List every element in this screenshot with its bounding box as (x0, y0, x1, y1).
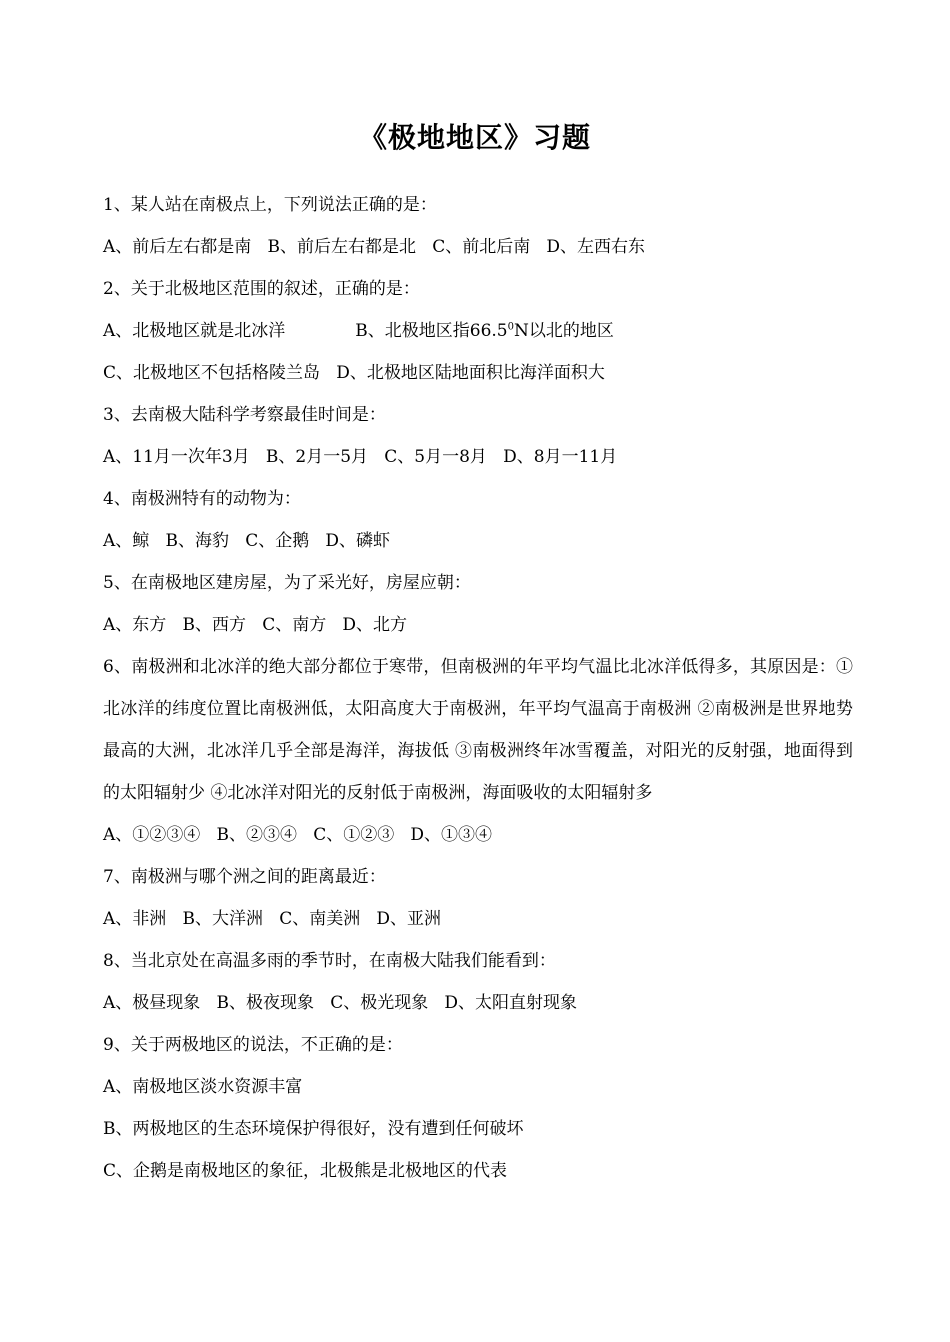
question-6-options: A、①②③④ B、②③④ C、①②③ D、①③④ (103, 825, 493, 845)
question-3-options: A、11月一次年3月 B、2月一5月 C、5月一8月 D、8月一11月 (103, 447, 618, 467)
question-1-stem: 1、某人站在南极点上，下列说法正确的是： (103, 195, 437, 215)
question-8-options: A、极昼现象 B、极夜现象 C、极光现象 D、太阳直射现象 (103, 993, 578, 1013)
question-9-option-c: C、企鹅是南极地区的象征，北极熊是北极地区的代表 (103, 1161, 508, 1181)
question-4-stem: 4、南极洲特有的动物为： (103, 489, 301, 509)
question-6-stem: 6、南极洲和北冰洋的绝大部分都位于寒带，但南极洲的年平均气温比北冰洋低得多，其原因是：①北冰洋的纬度位置比南极洲低，太阳高度大于南极洲，年平均气温高于南极洲 ②南极洲是世界地势最高的大洲，北冰洋几乎全部是海洋，海拔低 ③南极洲终年冰雪覆盖，对阳光的反射强，地面得到的太阳辐射少 ④北冰洋对阳光的反射低于南极洲，海面吸收的太阳辐射多 (103, 657, 853, 803)
question-8-stem: 8、当北京处在高温多雨的季节时，在南极大陆我们能看到： (103, 951, 556, 971)
question-list (103, 184, 853, 1192)
question-2-option-b: B、北极地区指66.5$^0$N以北的地区 (355, 321, 614, 341)
question-9-option-a: A、南极地区淡水资源丰富 (103, 1077, 303, 1097)
question-5-options: A、东方 B、西方 C、南方 D、北方 (103, 615, 408, 635)
question-2-options-cd: C、北极地区不包括格陵兰岛 D、北极地区陆地面积比海洋面积大 (103, 363, 605, 383)
question-9-option-b: B、两极地区的生态环境保护得很好，没有遭到任何破坏 (103, 1119, 524, 1139)
question-2-option-a: A、北极地区就是北冰洋 (103, 321, 286, 341)
question-7-stem: 7、南极洲与哪个洲之间的距离最近： (103, 867, 386, 887)
question-5-stem: 5、在南极地区建房屋，为了采光好，房屋应朝： (103, 573, 471, 593)
question-9-stem: 9、关于两极地区的说法，不正确的是： (103, 1035, 403, 1055)
question-2-stem: 2、关于北极地区范围的叙述，正确的是： (103, 279, 420, 299)
question-3-stem: 3、去南极大陆科学考察最佳时间是： (103, 405, 386, 425)
question-7-options: A、非洲 B、大洋洲 C、南美洲 D、亚洲 (103, 909, 442, 929)
question-4-options: A、鲸 B、海豹 C、企鹅 D、磷虾 (103, 531, 391, 551)
page-title: 《极地地区》习题 (358, 121, 591, 154)
question-1-options: A、前后左右都是南 B、前后左右都是北 C、前北后南 D、左西右东 (103, 237, 646, 257)
question-2-options-ab (103, 310, 853, 352)
